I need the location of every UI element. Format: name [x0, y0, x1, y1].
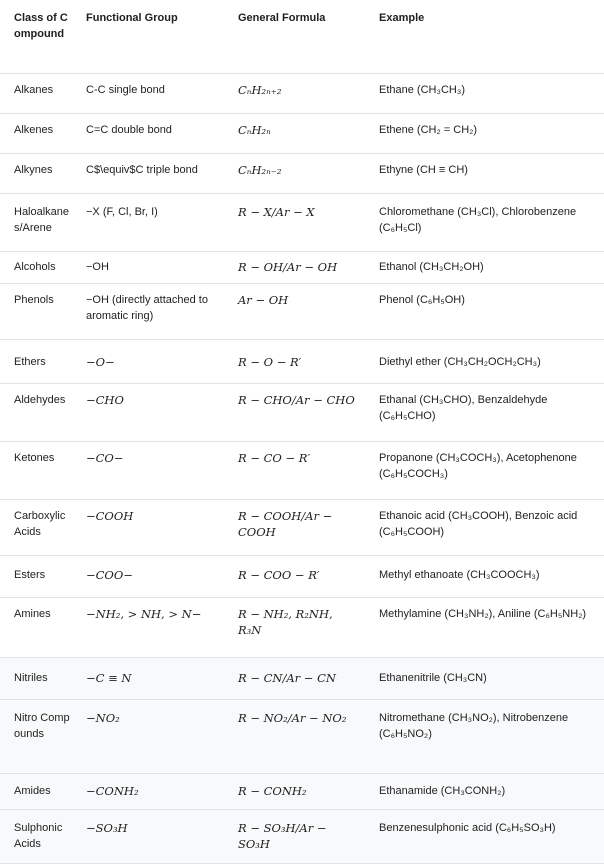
header-class: Class of Compound: [14, 12, 68, 40]
row-class: Alcohols: [14, 261, 56, 273]
row-class: Nitriles: [14, 672, 48, 684]
table-row: [0, 556, 604, 598]
row-formula: R − NO₂/Ar − NO₂: [238, 711, 347, 725]
row-formula: Ar − OH: [238, 293, 289, 307]
row-example: Methyl ethanoate (CH₃COOCH₃): [379, 569, 540, 581]
row-group: −CHO: [86, 393, 124, 407]
table-row: [0, 774, 604, 810]
row-example: Diethyl ether (CH₃CH₂OCH₂CH₃): [379, 356, 541, 368]
row-example: Nitromethane (CH₃NO₂), Nitrobenzene (C₆H₅NO₂): [379, 712, 569, 740]
table-row: [0, 700, 604, 774]
row-group: −COO−: [86, 568, 133, 582]
row-class: Nitro Compounds: [14, 712, 70, 740]
table-row: [0, 74, 604, 114]
table-row: [0, 340, 604, 384]
row-formula: R − X/Ar − X: [238, 205, 315, 219]
header-example: Example: [379, 12, 425, 24]
row-formula: R − O − R′: [238, 355, 302, 369]
row-example: Phenol (C₆H₅OH): [379, 294, 465, 306]
table-row: [0, 384, 604, 442]
row-example: Benzenesulphonic acid (C₆H₅SO₃H): [379, 822, 556, 834]
table-row: [0, 154, 604, 194]
table-row: [0, 598, 604, 658]
row-formula: R − CHO/Ar − CHO: [238, 393, 355, 407]
row-class: Alkanes: [14, 84, 54, 96]
row-example: Ethanal (CH₃CHO), Benzaldehyde (C₆H₅CHO): [379, 394, 548, 422]
table-row: [0, 252, 604, 284]
row-example: Chloromethane (CH₃Cl), Chlorobenzene (C₆H₅Cl): [379, 206, 577, 234]
row-example: Ethanol (CH₃CH₂OH): [379, 261, 484, 273]
row-class: Aldehydes: [14, 394, 66, 406]
row-formula: R − CONH₂: [238, 784, 307, 798]
row-formula: R − COO − R′: [238, 568, 320, 582]
row-class: Haloalkanes/Arene: [14, 206, 70, 234]
row-group: −O−: [86, 355, 115, 369]
row-group: C$\equiv$C triple bond: [86, 164, 198, 176]
row-class: Ketones: [14, 452, 55, 464]
row-class: Carboxylic Acids: [14, 510, 66, 538]
row-formula: R − COOH/Ar − COOH: [238, 509, 333, 539]
row-formula: CₙH₂ₙ₋₂: [238, 163, 282, 177]
row-formula: R − CN/Ar − CN: [238, 671, 336, 685]
table-row: [0, 194, 604, 252]
row-group: C-C single bond: [86, 84, 165, 96]
header-general-formula: General Formula: [238, 12, 326, 24]
row-class: Phenols: [14, 294, 54, 306]
row-example: Ethanenitrile (CH₃CN): [379, 672, 487, 684]
row-group: −OH: [86, 261, 109, 273]
row-formula: CₙH₂ₙ₊₂: [238, 83, 282, 97]
row-example: Methylamine (CH₃NH₂), Aniline (C₆H₅NH₂): [379, 608, 587, 620]
table-row: [0, 658, 604, 700]
table-row: [0, 500, 604, 556]
row-example: Ethyne (CH ≡ CH): [379, 164, 468, 176]
header-functional-group: Functional Group: [86, 12, 178, 24]
row-group: −X (F, Cl, Br, I): [86, 206, 158, 218]
table-row: [0, 284, 604, 340]
row-group: −OH (directly attached to aromatic ring): [86, 294, 208, 322]
row-group: −NH₂, > NH, > N−: [86, 607, 202, 621]
row-group: −NO₂: [86, 711, 120, 725]
row-example: Ethene (CH₂ = CH₂): [379, 124, 478, 136]
row-class: Esters: [14, 569, 46, 581]
row-example: Ethanoic acid (CH₃COOH), Benzoic acid (C₆H₅COOH): [379, 510, 578, 538]
table-row: [0, 810, 604, 864]
row-formula: R − OH/Ar − OH: [238, 260, 338, 274]
row-class: Amides: [14, 785, 51, 797]
row-group: −SO₃H: [86, 821, 128, 835]
row-group: −CONH₂: [86, 784, 139, 798]
row-example: Ethanamide (CH₃CONH₂): [379, 785, 506, 797]
row-class: Alkynes: [14, 164, 53, 176]
row-example: Propanone (CH₃COCH₃), Acetophenone (C₆H₅COCH₃): [379, 452, 577, 480]
table-header-row: [0, 0, 604, 74]
row-group: −COOH: [86, 509, 134, 523]
row-class: Alkenes: [14, 124, 54, 136]
row-formula: R − CO − R′: [238, 451, 311, 465]
row-formula: R − SO₃H/Ar − SO₃H: [238, 821, 327, 851]
row-group: C=C double bond: [86, 124, 172, 136]
table-row: [0, 114, 604, 154]
row-group: −CO−: [86, 451, 124, 465]
row-class: Sulphonic Acids: [14, 822, 63, 850]
row-formula: CₙH₂ₙ: [238, 123, 271, 137]
row-class: Amines: [14, 608, 51, 620]
row-example: Ethane (CH₃CH₃): [379, 84, 465, 96]
row-class: Ethers: [14, 356, 46, 368]
table-row: [0, 442, 604, 500]
row-group: −C ≡ N: [86, 671, 132, 685]
row-formula: R − NH₂, R₂NH, R₃N: [238, 607, 333, 637]
